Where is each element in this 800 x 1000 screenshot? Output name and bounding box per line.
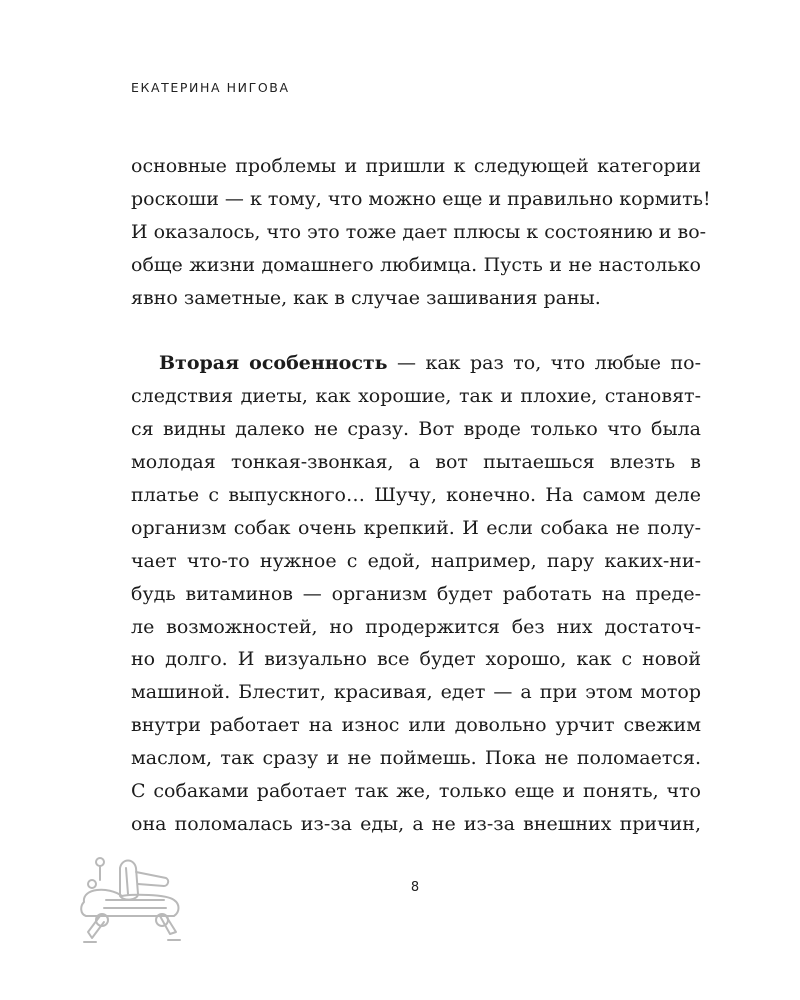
text-line: С собаками работает так же, только еще и понять, что xyxy=(131,780,701,803)
text-line: следствия диеты, как хорошие, так и плохие, становят- xyxy=(131,385,701,408)
robot-dog-icon xyxy=(70,850,190,950)
paragraph-1 xyxy=(131,150,711,314)
text-line: И оказалось, что это тоже дает плюсы к состоянию и во- xyxy=(131,220,707,243)
paragraph-2 xyxy=(131,347,701,840)
text-line: явно заметные, как в случае зашивания раны. xyxy=(131,286,601,309)
text-line: машиной. Блестит, красивая, едет — а при этом мотор xyxy=(131,681,701,704)
text-line xyxy=(131,347,701,380)
text-line: маслом, так сразу и не поймешь. Пока не поломается. xyxy=(131,747,701,770)
bold-term: Вторая особенность xyxy=(159,352,388,375)
text-line: роскоши — к тому, что можно еще и правильно кормить! xyxy=(131,187,711,210)
running-head-author: ЕКАТЕРИНА НИГОВА xyxy=(131,80,290,95)
page-number: 8 xyxy=(410,880,420,895)
text-line: платье с выпускного… Шучу, конечно. На самом деле xyxy=(131,484,701,507)
text-line: внутри работает на износ или довольно урчит свежим xyxy=(131,714,701,737)
text-line: ся видны далеко не сразу. Вот вроде только что была xyxy=(131,418,701,441)
text-line: молодая тонкая-звонкая, а вот пытаешься влезть в xyxy=(131,451,701,474)
lead-text: — как раз то, что любые по- xyxy=(387,352,701,375)
text-line: организм собак очень крепкий. И если собака не полу- xyxy=(131,516,701,539)
text-line: обще жизни домашнего любимца. Пусть и не настолько xyxy=(131,253,701,276)
text-line: чает что-то нужное с едой, например, пару каких-ни- xyxy=(131,549,701,572)
body-text xyxy=(131,150,711,841)
text-line: но долго. И визуально все будет хорошо, как с новой xyxy=(131,648,701,671)
text-line: ле возможностей, но продержится без них достаточ- xyxy=(131,615,701,638)
text-line: она поломалась из-за еды, а не из-за внешних причин, xyxy=(131,812,701,835)
text-line: будь витаминов — организм будет работать на преде- xyxy=(131,582,701,605)
text-line: основные проблемы и пришли к следующей категории xyxy=(131,155,701,177)
